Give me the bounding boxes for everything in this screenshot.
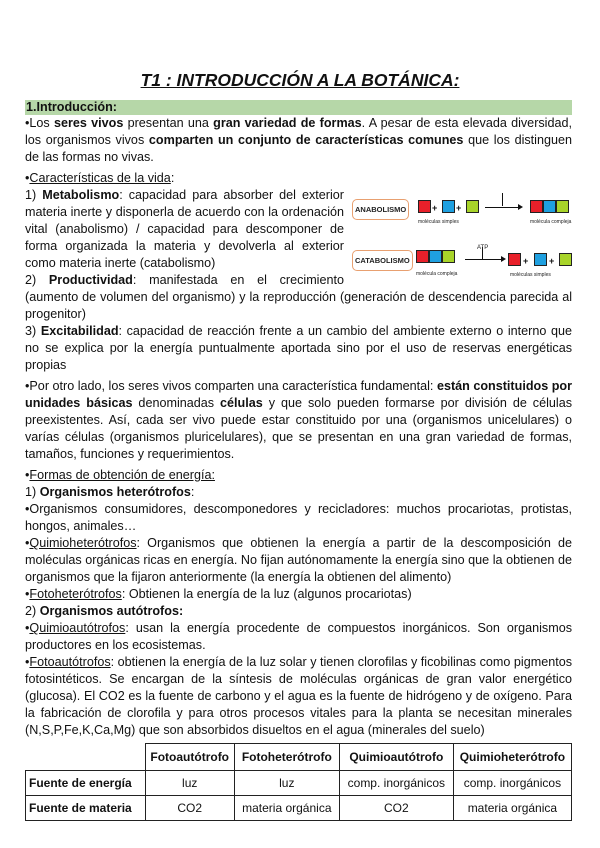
text-segment: 1) [25, 188, 43, 202]
text-segment: : manifestada en el crecimiento (aumento de volumen del organismo) y la reproducción (generación de descendencia parecida al progenitor) [25, 273, 572, 321]
text-segment: : obtienen la energía de la luz solar y tienen clorofilas y ficobilinas como pigmentos fotosintéticos. Se encargan de la síntesis de moléculas orgánicas de gran valor energético (glucosa). El CO2 es la fuente de carbono y el agua es la fuente de hidrógeno y de oxígeno. Para la fabricación de clorofila y para otros procesos vitales para la planta se necesitan minerales (N,S,P,Fe,K,Ca,Mg) que son absorbidos disueltos en el agua (minerales del suelo) [25, 655, 572, 737]
bold-text: Excitabilidad [40, 324, 119, 338]
blue-molecule-square [534, 253, 547, 266]
text-segment: : usan la energía procedente de compuestos inorgánicos. Son organismos productores en los ecosistemas. [25, 621, 572, 652]
photoheterotrophs-paragraph [25, 586, 572, 603]
underlined-text: Fotoheterótrofos [29, 587, 122, 601]
text-segment: •Los [25, 116, 54, 130]
underlined-text: Formas de obtención de energía: [29, 468, 215, 482]
energy-forms-heading [25, 467, 572, 484]
red-molecule-square [418, 200, 431, 213]
bold-text: gran variedad de formas [213, 116, 362, 130]
blue-molecule-square [429, 250, 442, 263]
table-cell: materia orgánica [453, 796, 571, 821]
plus-sign: + [456, 203, 462, 213]
text-segment: • [25, 655, 30, 669]
bold-text: Organismos autótrofos: [39, 604, 184, 618]
table-cell: comp. inorgánicos [453, 771, 571, 796]
red-molecule-square [530, 200, 543, 213]
bold-text: Metabolismo [42, 188, 120, 202]
text-segment: : [170, 171, 175, 185]
bold-text: Organismos heterótrofos [39, 485, 191, 499]
plus-sign: + [549, 256, 555, 266]
autotrophs-heading [25, 603, 572, 620]
underlined-text: Características de la vida [29, 171, 171, 185]
underlined-text: Quimioautótrofos [29, 621, 126, 635]
chemoheterotrophs-paragraph [25, 535, 572, 586]
text-segment: : Obtienen la energía de la luz (algunos procariotas) [121, 587, 412, 601]
anabolismo-label: ANABOLISMO [352, 199, 409, 220]
atp-input-arrow-icon [502, 193, 503, 206]
underlined-text: Fotoautótrofos [29, 655, 111, 669]
blue-molecule-square [543, 200, 556, 213]
consumers-paragraph [25, 501, 572, 535]
complex-molecule-caption: molécula compleja [530, 219, 572, 225]
row-header: Fuente de energía [26, 771, 146, 796]
table-header-row [26, 744, 572, 771]
text-segment: : Organismos que obtienen la energía a partir de la descomposición de moléculas orgánicas ricas en energía. No fijan autónomamente la energía sino que la obtienen de organismos que la fijaron anteriormente (la energía la obtienen del alimento) [25, 536, 572, 584]
document-body [25, 100, 572, 821]
heterotrophs-heading [25, 484, 572, 501]
text-segment: •Por otro lado, los seres vivos comparten una característica fundamental: [25, 379, 437, 393]
bold-text: seres vivos [53, 116, 124, 130]
table-cell: comp. inorgánicos [339, 771, 453, 796]
excitability-paragraph [25, 323, 572, 374]
section-heading: 1.Introducción: [25, 100, 572, 115]
complex-molecule-caption: molécula compleja [416, 271, 458, 277]
red-molecule-square [508, 253, 521, 266]
row-header: Fuente de materia [26, 796, 146, 821]
text-segment: 2) [25, 273, 49, 287]
table-cell: materia orgánica [234, 796, 339, 821]
photoautotrophs-paragraph [25, 654, 572, 739]
text-segment: 2) [25, 604, 40, 618]
table-cell: luz [145, 771, 234, 796]
table-cell: luz [234, 771, 339, 796]
green-molecule-square [556, 200, 569, 213]
text-segment: 1) [25, 485, 40, 499]
red-molecule-square [416, 250, 429, 263]
plus-sign: + [432, 203, 438, 213]
text-segment: denominadas [132, 396, 221, 410]
table-cell: CO2 [339, 796, 453, 821]
bold-text: células [220, 396, 263, 410]
simple-molecules-caption: moléculas simples [418, 219, 459, 225]
green-molecule-square [442, 250, 455, 263]
text-segment: • [25, 587, 30, 601]
table-header: Quimioheterótrofo [453, 744, 571, 771]
document-title: T1 : INTRODUCCIÓN A LA BOTÁNICA: [140, 70, 460, 90]
table-row [26, 796, 572, 821]
text-segment: : capacidad de reacción frente a un cambio del ambiente externo o interno que no se explica por la energía puntualmente aportada sino por el uso de reservas energéticas propias [25, 324, 573, 372]
text-segment: • [25, 468, 30, 482]
table-cell: CO2 [145, 796, 234, 821]
arrow-icon [485, 207, 520, 208]
text-segment: y que solo pueden formarse por división de células preexistentes. Así, cada ser vivo puede estar constituido por una (organismos unicelulares) o varías células (organismos pluricelulares), que se presentan en una gran variedad de formas, tamaños, funciones y requerimientos. [25, 396, 572, 461]
arrow-icon [465, 259, 503, 260]
atp-label: ATP [477, 245, 489, 251]
blue-molecule-square [442, 200, 455, 213]
underlined-text: Quimioheterótrofos [29, 536, 137, 550]
text-segment: . A pesar de esta elevada diversidad, los organismos vivos [25, 116, 572, 147]
table-header: Fotoautótrofo [145, 744, 234, 771]
bold-text: Productividad [48, 273, 133, 287]
trophic-types-table [25, 743, 572, 821]
text-segment: • [25, 621, 30, 635]
simple-molecules-caption: moléculas simples [510, 272, 551, 278]
bold-text: están constituidos por unidades básicas [25, 379, 573, 410]
text-segment: 3) [25, 324, 41, 338]
characteristics-heading [25, 170, 572, 187]
green-molecule-square [466, 200, 479, 213]
catabolismo-label: CATABOLISMO [352, 250, 413, 271]
text-segment: presentan una [123, 116, 214, 130]
text-segment: • [25, 536, 30, 550]
cells-paragraph [25, 378, 572, 463]
table-header-empty [26, 744, 146, 771]
text-segment: • [25, 171, 30, 185]
plus-sign: + [523, 256, 529, 266]
text-segment: : capacidad para absorber del exterior materia inerte y disponerla de acuerdo con la ordenación vital (anabolismo) / capacidad para descomponer de forma organizada la materia y devolverla al exterior como materia inerte (catabolismo) [25, 188, 344, 270]
text-segment: •Organismos consumidores, descomponedores y recicladores: muchos procariotas, protistas, hongos, animales… [25, 502, 572, 533]
chemoautotrophs-paragraph [25, 620, 572, 654]
bold-text: comparten un conjunto de características comunes [148, 133, 464, 147]
metabolism-diagram [350, 187, 572, 287]
table-header: Quimioautótrofo [339, 744, 453, 771]
text-segment: que los distinguen de las formas no vivas. [25, 133, 572, 164]
table-row [26, 771, 572, 796]
text-segment: : [190, 485, 195, 499]
intro-paragraph [25, 115, 572, 166]
table-header: Fotoheterótrofo [234, 744, 339, 771]
green-molecule-square [559, 253, 572, 266]
